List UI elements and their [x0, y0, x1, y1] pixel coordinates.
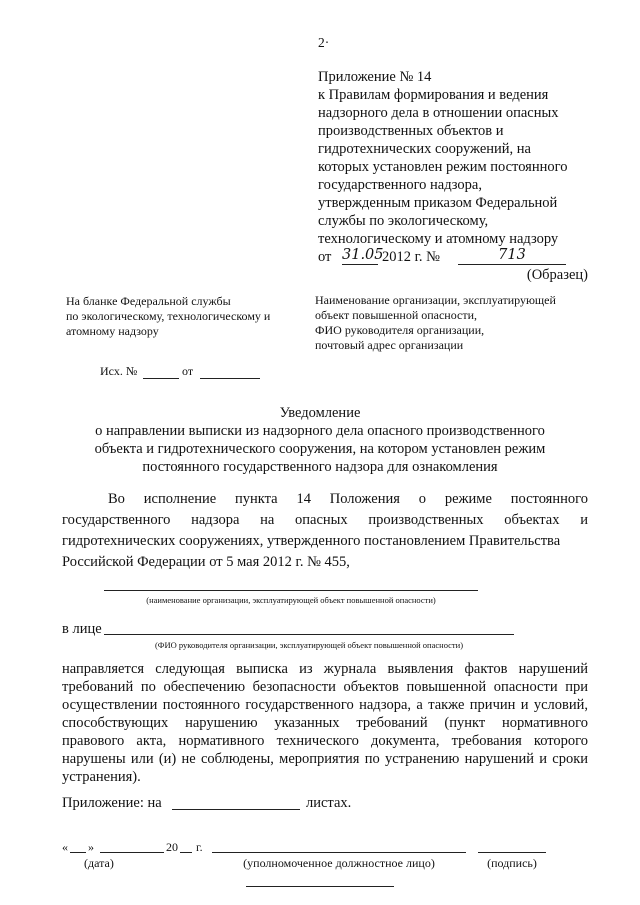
- appendix-line: производственных объектов и: [318, 123, 504, 139]
- appendix-date-line: [318, 248, 598, 266]
- date-prefix: от: [318, 249, 332, 265]
- quote-open: «: [62, 840, 68, 854]
- appendix-line: гидротехнических сооружений, на: [318, 141, 531, 157]
- appendix-line: к Правилам формирования и ведения: [318, 87, 549, 103]
- body-line: направляется следующая выписка из журнала выявления фактов нарушений: [62, 661, 588, 677]
- organization-caption: (наименование организации, эксплуатирующей объект повышенной опасности): [146, 595, 436, 605]
- notice-subtitle-line: объекта и гидротехнического сооружения, на котором установлен режим: [94, 441, 546, 457]
- word: объектах: [504, 512, 560, 528]
- outgoing-date-label: от: [182, 364, 194, 378]
- signature-caption: (подпись): [487, 856, 537, 870]
- intro-line-1: [62, 490, 588, 508]
- word: режиме: [444, 491, 492, 507]
- word: исполнение: [143, 491, 217, 507]
- notice-subtitle-line: постоянного государственного надзора для ознакомления: [142, 459, 498, 475]
- appendix-title: Приложение № 14: [318, 69, 432, 85]
- date-value: 31.05: [342, 247, 384, 263]
- date-caption: (дата): [84, 856, 114, 870]
- word: производственных: [368, 512, 484, 528]
- appendix-line: надзорного дела в отношении опасных: [318, 105, 559, 121]
- sample-label: (Образец): [526, 267, 588, 283]
- page-number: 2·: [318, 35, 330, 50]
- addressee-line: ФИО руководителя организации,: [315, 323, 485, 337]
- person-label: в лице: [62, 621, 102, 637]
- appendix-block: [318, 68, 598, 284]
- word: постоянного: [510, 491, 588, 507]
- letterhead: [66, 294, 306, 339]
- body-line: правового акта, нормативного технического документа, требования которого: [62, 733, 588, 749]
- signature-block: [62, 840, 562, 876]
- word: на: [260, 512, 275, 528]
- letterhead-line: На бланке Федеральной службы: [66, 294, 231, 308]
- official-caption: (уполномоченное должностное лицо): [243, 856, 435, 870]
- addressee: [315, 293, 605, 353]
- intro-line-4: Российской Федерации от 5 мая 2012 г. № 455,: [62, 554, 350, 570]
- body-line: требований по обеспечению безопасности объектов повышенной опасности при: [62, 679, 588, 695]
- body-line: способствующих нарушению указанных требований (пункт нормативного: [62, 715, 588, 731]
- letterhead-line: по экологическому, технологическому и: [66, 309, 271, 323]
- date-suffix: 2012 г. №: [382, 249, 441, 265]
- appendix-line: службы по экологическому,: [318, 213, 489, 229]
- person-caption: (ФИО руководителя организации, эксплуатирующей объект повышенной опасности): [154, 640, 464, 650]
- word: пункта: [235, 491, 278, 507]
- word: государственного: [62, 512, 171, 528]
- quote-close: »: [88, 840, 94, 854]
- word: и: [580, 512, 588, 528]
- appendix-line: государственного надзора,: [318, 177, 482, 193]
- bottom-line: [246, 886, 394, 887]
- year-suffix: г.: [196, 840, 203, 854]
- word: надзора: [191, 512, 240, 528]
- word: Положения: [329, 491, 400, 507]
- addressee-line: объект повышенной опасности,: [315, 308, 478, 322]
- body-line: нарушены или (и) не соблюдены, мероприятия по устранению нарушений и сроки: [62, 751, 588, 767]
- notice-subtitle: [40, 422, 600, 476]
- intro-line-3: гидротехнических сооружениях, утвержденного постановлением Правительства: [62, 533, 561, 549]
- order-number: 713: [458, 246, 566, 265]
- word: опасных: [295, 512, 348, 528]
- intro-line-2: [62, 511, 588, 529]
- word: о: [418, 491, 426, 507]
- appendix-line: технологическому и атомному надзору: [318, 231, 559, 247]
- organization-name-line: [104, 590, 478, 591]
- attachment-prefix: Приложение: на: [62, 795, 162, 811]
- appendix-line: которых установлен режим постоянного: [318, 159, 568, 175]
- word: 14: [296, 491, 311, 507]
- addressee-line: Наименование организации, эксплуатирующей: [315, 293, 556, 307]
- body-line: осуществлении постоянного государственного надзора, а также причин и условий,: [62, 697, 588, 713]
- year-prefix: 20: [166, 840, 178, 854]
- letterhead-line: атомному надзору: [66, 324, 159, 338]
- body-intro: [62, 490, 588, 571]
- addressee-line: почтовый адрес организации: [315, 338, 464, 352]
- outgoing-number-label: Исх. №: [100, 364, 138, 378]
- notice-title: Уведомление: [279, 405, 361, 421]
- appendix-line: утвержденным приказом Федеральной: [318, 195, 558, 211]
- attachment-suffix: листах.: [306, 795, 352, 811]
- word: Во: [108, 491, 125, 507]
- body-main: [62, 660, 588, 786]
- person-name-line: [104, 634, 514, 635]
- outgoing-reference: [100, 364, 260, 380]
- body-line: устранения).: [62, 769, 141, 785]
- attachment-line: [62, 794, 382, 812]
- notice-subtitle-line: о направлении выписки из надзорного дела опасного производственного: [95, 423, 545, 439]
